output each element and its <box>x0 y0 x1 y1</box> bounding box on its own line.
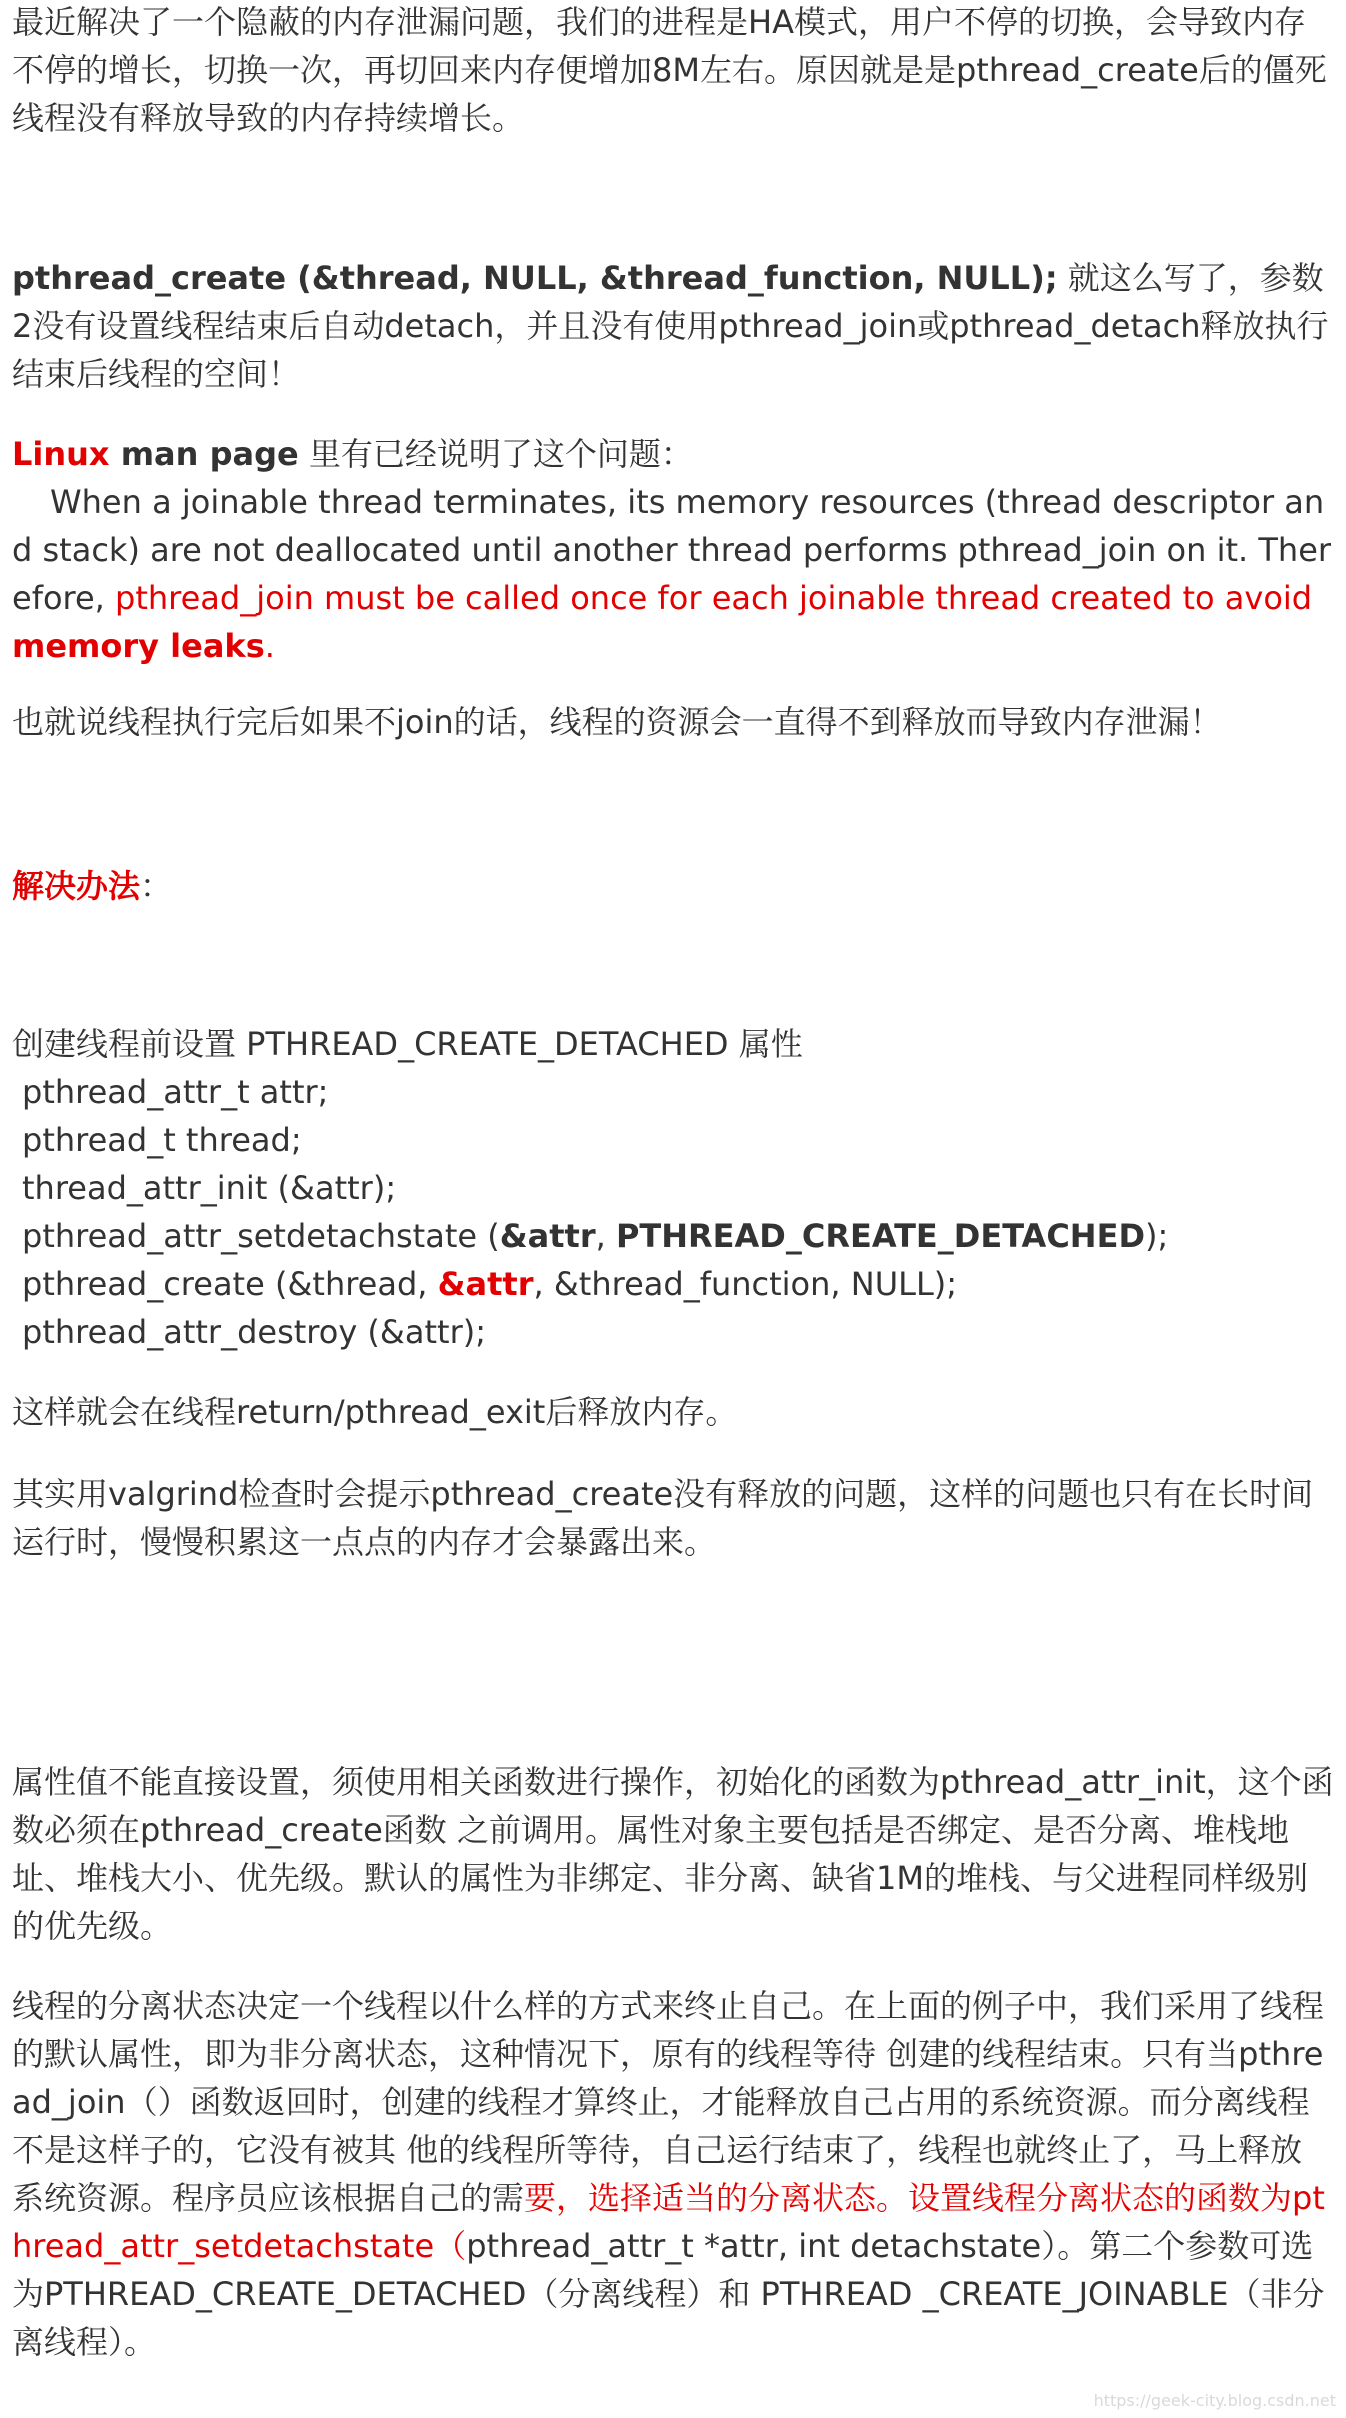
problem-description: 就这么写了，参数2没有设置线程结束后自动detach，并且没有使用pthread_join或pthread_detach释放执行结束后线程的空间！ <box>12 259 1329 393</box>
watermark: https://geek-city.blog.csdn.net <box>1093 2391 1336 2410</box>
code-line: pthread_attr_setdetachstate (&attr, PTHREAD_CREATE_DETACHED); <box>22 1217 1169 1255</box>
code-line: pthread_attr_t attr; <box>22 1073 329 1111</box>
man-page-warning: pthread_join must be called once for each joinable thread created to avoid <box>115 579 1313 617</box>
linux-label: Linux <box>12 435 110 473</box>
man-page-label: man page <box>109 435 299 473</box>
attr-paragraph: 属性值不能直接设置，须使用相关函数进行操作，初始化的函数为pthread_attr_init，这个函数必须在pthread_create函数 之前调用。属性对象主要包括是否绑定、是否分离、堆栈地址、堆栈大小、优先级。默认的属性为非绑定、非分离、缺省1M的堆栈、与父进程同样级别的优先级。 <box>12 1763 1334 1945</box>
code-line: thread_attr_init (&attr); <box>22 1169 397 1207</box>
pthread-create-call: pthread_create (&thread, NULL, &thread_function, NULL); <box>12 259 1058 297</box>
code-block <box>12 1020 1334 1356</box>
man-page-quote <box>12 430 1334 670</box>
conclusion-paragraph: 也就说线程执行完后如果不join的话，线程的资源会一直得不到释放而导致内存泄漏！ <box>12 703 1222 741</box>
release-note: 这样就会在线程return/pthread_exit后释放内存。 <box>12 1393 738 1431</box>
man-page-english: When a joinable thread terminates, its memory resources (thread descriptor and stack) are not deallocated until another thread performs pthread_join on it. Therefore, pthread_join must be called once for each joinable thread created to avoid memory leaks. <box>12 483 1332 665</box>
intro-paragraph: 最近解决了一个隐蔽的内存泄漏问题，我们的进程是HA模式，用户不停的切换，会导致内存不停的增长，切换一次，再切回来内存便增加8M左右。原因就是是pthread_create后的僵死线程没有释放导致的内存持续增长。 <box>12 3 1327 137</box>
solution-heading: 解决办法： <box>12 867 173 905</box>
detach-state-highlight: 要，选择适当的分离状态。设置线程分离状态的函数为pthread_attr_setdetachstate（ <box>12 2179 1325 2265</box>
code-line: pthread_t thread; <box>22 1121 302 1159</box>
problem-paragraph <box>12 254 1334 398</box>
valgrind-paragraph: 其实用valgrind检查时会提示pthread_create没有释放的问题，这样的问题也只有在长时间运行时，慢慢积累这一点点的内存才会暴露出来。 <box>12 1475 1314 1561</box>
code-intro: 创建线程前设置 PTHREAD_CREATE_DETACHED 属性 <box>12 1025 803 1063</box>
memory-leaks-text: memory leaks <box>12 627 265 665</box>
man-page-intro: 里有已经说明了这个问题： <box>298 435 693 473</box>
code-line: pthread_create (&thread, &attr, &thread_function, NULL); <box>22 1265 958 1303</box>
code-line: pthread_attr_destroy (&attr); <box>22 1313 486 1351</box>
detach-state-paragraph: 线程的分离状态决定一个线程以什么样的方式来终止自己。在上面的例子中，我们采用了线程的默认属性，即为非分离状态，这种情况下，原有的线程等待 创建的线程结束。只有当pthread_join（）函数返回时，创建的线程才算终止，才能释放自己占用的系统资源。而分离线程不是这样子的，它没有被其 他的线程所等待，自己运行结束了，线程也就终止了，马上释放系统资源。程序员应该根据自己的需要，选择适当的分离状态。设置线程分离状态的函数为pthread_attr_setdetachstate（pthread_attr_t *attr, int detachstate）。第二个参数可选为PTHREAD_CREATE_DETACHED（分离线程）和 PTHREAD _CREATE_JOINABLE（非分离线程）。 <box>12 1987 1325 2361</box>
